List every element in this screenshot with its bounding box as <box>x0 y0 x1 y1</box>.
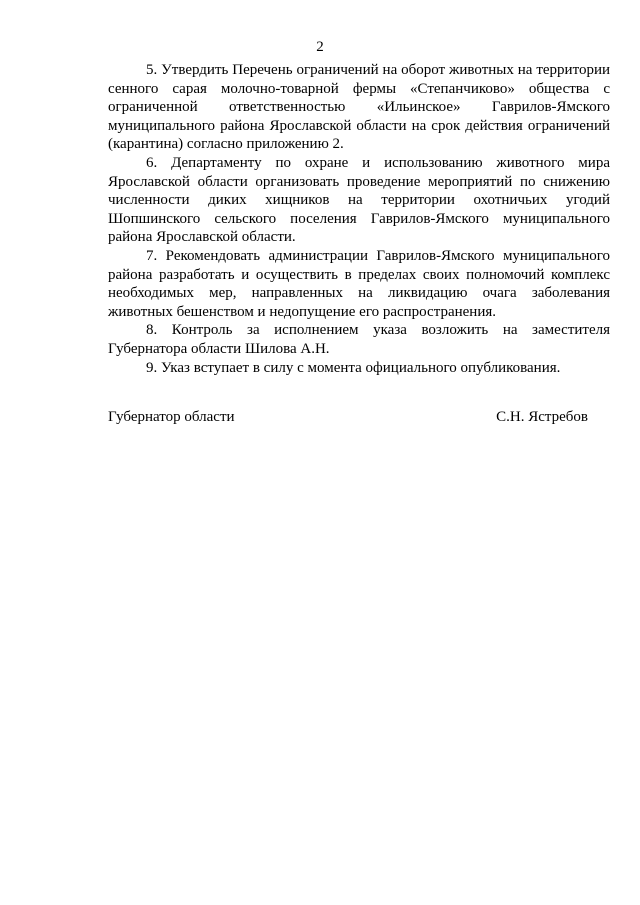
signatory-name: С.Н. Ястребов <box>496 409 588 425</box>
page-number: 2 <box>316 39 324 55</box>
paragraph-5: 5. Утвердить Перечень ограничений на оборот животных на территории сенного сарая молочно-товарной фермы «Степанчиково» общества с ограниченной ответственностью «Ильинское» Гаврилов-Ямского муниципального района Ярославской области на срок действия ограничений (карантина) согласно приложению 2. <box>108 62 610 153</box>
paragraph-7: 7. Рекомендовать администрации Гаврилов-Ямского муниципального района разработать и осуществить в пределах своих полномочий комплекс необходимых мер, направленных на ликвидацию очага заболевания животных бешенством и недопущение его распространения. <box>108 247 610 320</box>
document-body <box>108 61 610 377</box>
paragraph-6: 6. Департаменту по охране и использованию животного мира Ярославской области организовать проведение мероприятий по снижению численности диких хищников на территории охотничьих угодий Шопшинского сельского поселения Гаврилов-Ямского муниципального района Ярославской области. <box>108 154 610 246</box>
signatory-title: Губернатор области <box>108 409 235 425</box>
paragraph-9: 9. Указ вступает в силу с момента официального опубликования. <box>146 359 561 376</box>
paragraph-8: 8. Контроль за исполнением указа возложить на заместителя Губернатора области Шилова А.Н. <box>108 322 610 357</box>
